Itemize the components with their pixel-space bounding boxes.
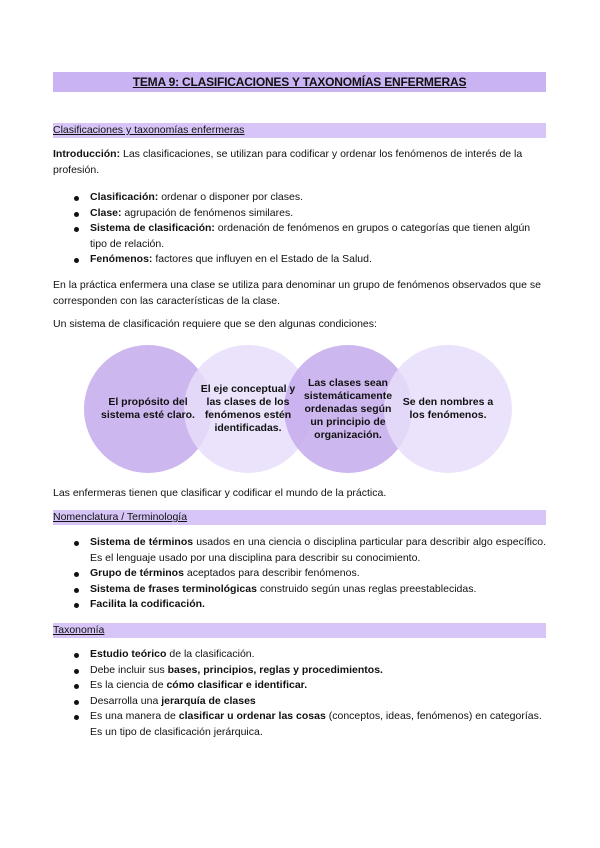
list-item-text: ordenación de fenómenos en grupos o categorías que tienen algún tipo de relación.: [90, 222, 531, 250]
list-item-text: Es la ciencia de: [90, 679, 167, 691]
list-item: [74, 535, 546, 566]
conditions-diagram: [84, 345, 514, 473]
list-item-text: factores que influyen en el Estado de la Salud.: [152, 253, 372, 265]
list-item-term: clasificar u ordenar las cosas: [178, 710, 326, 722]
list-item-term: Clasificación:: [90, 191, 159, 203]
list-item: [74, 190, 546, 206]
condition-circle: [284, 345, 412, 473]
list-item: [74, 582, 546, 598]
list-item-text: aceptados para describir fenómenos.: [183, 567, 360, 579]
definitions-list: [74, 190, 546, 268]
list-item: [74, 597, 546, 613]
condition-text: El propósito del sistema esté claro.: [101, 396, 195, 421]
section-heading-clasificaciones: Clasificaciones y taxonomías enfermeras: [53, 123, 546, 138]
condition-text: Las clases sean sistemáticamente ordenadas según un principio de organización.: [303, 376, 393, 441]
list-item-text: Desarrolla una: [90, 694, 162, 707]
list-item-term: bases, principios, reglas y procedimientos.: [167, 663, 383, 676]
page-title: TEMA 9: CLASIFICACIONES Y TAXONOMÍAS ENFERMERAS: [53, 72, 546, 92]
paragraph-clase: En la práctica enfermera una clase se utiliza para denominar un grupo de fenómenos observados que se corresponden con las características de la clase.: [53, 279, 541, 307]
condition-text: Se den nombres a los fenómenos.: [402, 396, 494, 421]
list-item-text: Debe incluir sus: [90, 663, 168, 676]
condition-circle: [184, 345, 312, 473]
list-item-text: Es una manera de: [90, 710, 179, 722]
list-item-text: ordenar o disponer por clases.: [158, 191, 304, 203]
list-item: [74, 647, 546, 663]
list-item-term: jerarquía de clases: [161, 694, 256, 707]
list-item-term: Clase:: [90, 206, 122, 219]
condition-circle: [84, 345, 212, 473]
intro-paragraph: [53, 147, 546, 178]
list-item: [74, 678, 546, 694]
list-item: [74, 206, 546, 222]
list-item-term: Estudio teórico: [90, 648, 167, 660]
taxonomia-list: [74, 647, 546, 740]
list-item-text: de la clasificación.: [166, 648, 255, 660]
list-item: [74, 221, 546, 252]
list-item-term: Fenómenos:: [90, 253, 153, 265]
list-item-text: agrupación de fenómenos similares.: [121, 206, 294, 219]
list-item: [74, 709, 546, 740]
list-item-term: Sistema de términos: [90, 536, 194, 548]
list-item: [74, 694, 546, 710]
intro-label: Introducción:: [53, 148, 121, 160]
list-item-term: Grupo de términos: [90, 567, 184, 579]
nomenclatura-list: [74, 535, 546, 613]
list-item-text: usados en una ciencia o disciplina particular para describir algo específico. Es el lenguaje usado por una disciplina para describir su conocimiento.: [90, 536, 547, 564]
paragraph-condiciones: Un sistema de clasificación requiere que se den algunas condiciones:: [53, 318, 377, 330]
intro-text: Las clasificaciones, se utilizan para codificar y ordenar los fenómenos de interés de la profesión.: [53, 148, 523, 176]
list-item: [74, 663, 546, 679]
section-heading-taxonomia: Taxonomía: [53, 623, 546, 638]
paragraph-closing: Las enfermeras tienen que clasificar y codificar el mundo de la práctica.: [53, 487, 387, 499]
list-item-term: Facilita la codificación.: [90, 598, 205, 610]
section-heading-nomenclatura: Nomenclatura / Terminología: [53, 510, 546, 525]
list-item-term: Sistema de frases terminológicas: [90, 582, 257, 595]
list-item-text: construido según unas reglas preestablecidas.: [256, 582, 477, 595]
list-item-term: cómo clasificar e identificar.: [166, 679, 308, 691]
list-item: [74, 566, 546, 582]
list-item: [74, 252, 546, 268]
list-item-text: (conceptos, ideas, fenómenos) en categorías. Es un tipo de clasificación jerárquica.: [90, 710, 542, 738]
list-item-term: Sistema de clasificación:: [90, 222, 215, 234]
condition-circle: [384, 345, 512, 473]
condition-text: El eje conceptual y las clases de los fenómenos estén identificadas.: [200, 383, 296, 434]
